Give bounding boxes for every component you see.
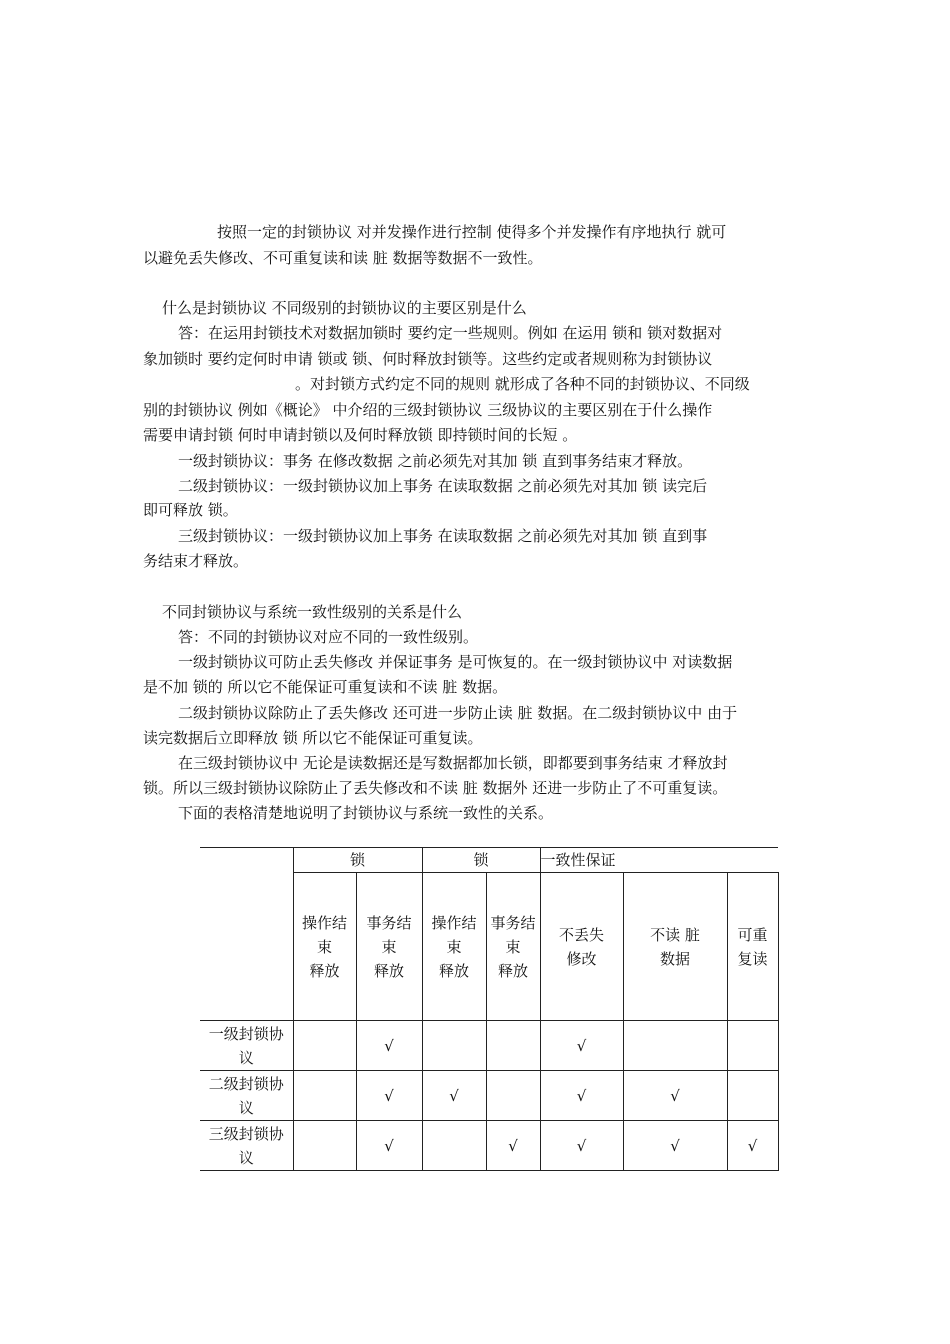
check-mark: √ [422,1071,486,1121]
answer-2-intro: 答：不同的封锁协议对应不同的一致性级别。 [178,628,479,646]
table-cell [422,1021,486,1071]
answer-2-p2-b: 读完数据后立即释放 锁 所以它不能保证可重复读。 [143,729,483,747]
intro-line-1: 按照一定的封锁协议 对并发操作进行控制 使得多个并发操作有序地执行 就可 [217,223,727,241]
table-row [200,1021,778,1071]
answer-1-line-2: 象加锁时 要约定何时申请 锁或 锁、何时释放封锁等。这些约定或者规则称为封锁协议 [143,350,713,368]
row-label: 一级封锁协 议 [200,1021,293,1071]
sub-header-op-release-2: 操作结 束 释放 [422,873,486,1021]
group-header-2: 锁 [422,848,540,873]
level-2-description-b: 即可释放 锁。 [143,501,238,519]
answer-1-line-1: 答：在运用封锁技术对数据加锁时 要约定一些规则。例如 在运用 锁和 锁对数据对 [178,324,723,342]
check-mark: √ [540,1121,623,1171]
level-1-description: 一级封锁协议：事务 在修改数据 之前必须先对其加 锁 直到事务结束才释放。 [178,452,693,470]
level-3-description-a: 三级封锁协议：一级封锁协议加上事务 在读取数据 之前必须先对其加 锁 直到事 [178,527,708,545]
table-cell [293,1071,356,1121]
check-mark: √ [356,1021,422,1071]
answer-2-p2-a: 二级封锁协议除防止了丢失修改 还可进一步防止读 脏 数据。在二级封锁协议中 由于 [178,704,738,722]
group-header-1: 锁 [293,848,422,873]
sub-header-no-lost-update: 不丢失 修改 [540,873,623,1021]
check-mark: √ [356,1121,422,1171]
check-mark: √ [356,1071,422,1121]
table-cell [623,1021,727,1071]
answer-1-line-4: 别的封锁协议 例如《概论》 中介绍的三级封锁协议 三级协议的主要区别在于什么操作 [143,401,713,419]
table-cell [727,1021,778,1071]
table-cell [486,1021,540,1071]
check-mark: √ [727,1121,778,1171]
table-row [200,1071,778,1121]
question-2-heading: 不同封锁协议与系统一致性级别的关系是什么 [162,603,463,621]
answer-2-p4: 下面的表格清楚地说明了封锁协议与系统一致性的关系。 [178,804,554,822]
table-cell [293,1121,356,1171]
answer-2-p3-a: 在三级封锁协议中 无论是读数据还是写数据都加长锁，即都要到事务结束 才释放封 [178,754,728,772]
table-cell [422,1121,486,1171]
table-row [200,1121,778,1171]
intro-line-2: 以避免丢失修改、不可重复读和读 脏 数据等数据不一致性。 [143,249,543,267]
question-1-heading: 什么是封锁协议 不同级别的封锁协议的主要区别是什么 [162,299,527,317]
sub-header-no-dirty-read: 不读 脏 数据 [623,873,727,1021]
check-mark: √ [540,1021,623,1071]
sub-header-repeatable-read: 可重 复读 [727,873,778,1021]
lock-protocol-table [200,847,779,1171]
answer-2-p3-b: 锁。所以三级封锁协议除防止了丢失修改和不读 脏 数据外 还进一步防止了不可重复读。 [143,779,728,797]
sub-header-tx-release-1: 事务结 束 释放 [356,873,422,1021]
row-label: 二级封锁协 议 [200,1071,293,1121]
answer-2-p1-a: 一级封锁协议可防止丢失修改 并保证事务 是可恢复的。在一级封锁协议中 对读数据 [178,653,733,671]
check-mark: √ [486,1121,540,1171]
row-label: 三级封锁协 议 [200,1121,293,1171]
table-cell [727,1071,778,1121]
corner-cell-lower [200,873,293,1021]
answer-1-line-5: 需要申请封锁 何时申请封锁以及何时释放锁 即持锁时间的长短 。 [143,426,578,444]
check-mark: √ [540,1071,623,1121]
check-mark: √ [623,1071,727,1121]
table-cell [486,1071,540,1121]
answer-1-line-3: 。对封锁方式约定不同的规则 就形成了各种不同的封锁协议、不同级 [295,375,750,393]
level-2-description-a: 二级封锁协议：一级封锁协议加上事务 在读取数据 之前必须先对其加 锁 读完后 [178,477,708,495]
sub-header-tx-release-2: 事务结 束 释放 [486,873,540,1021]
level-3-description-b: 务结束才释放。 [143,552,249,570]
answer-2-p1-b: 是不加 锁的 所以它不能保证可重复读和不读 脏 数据。 [143,678,508,696]
check-mark: √ [623,1121,727,1171]
corner-cell [200,848,293,873]
sub-header-op-release-1: 操作结 束 释放 [293,873,356,1021]
table-cell [293,1021,356,1071]
group-header-3: 一致性保证 [540,848,778,873]
